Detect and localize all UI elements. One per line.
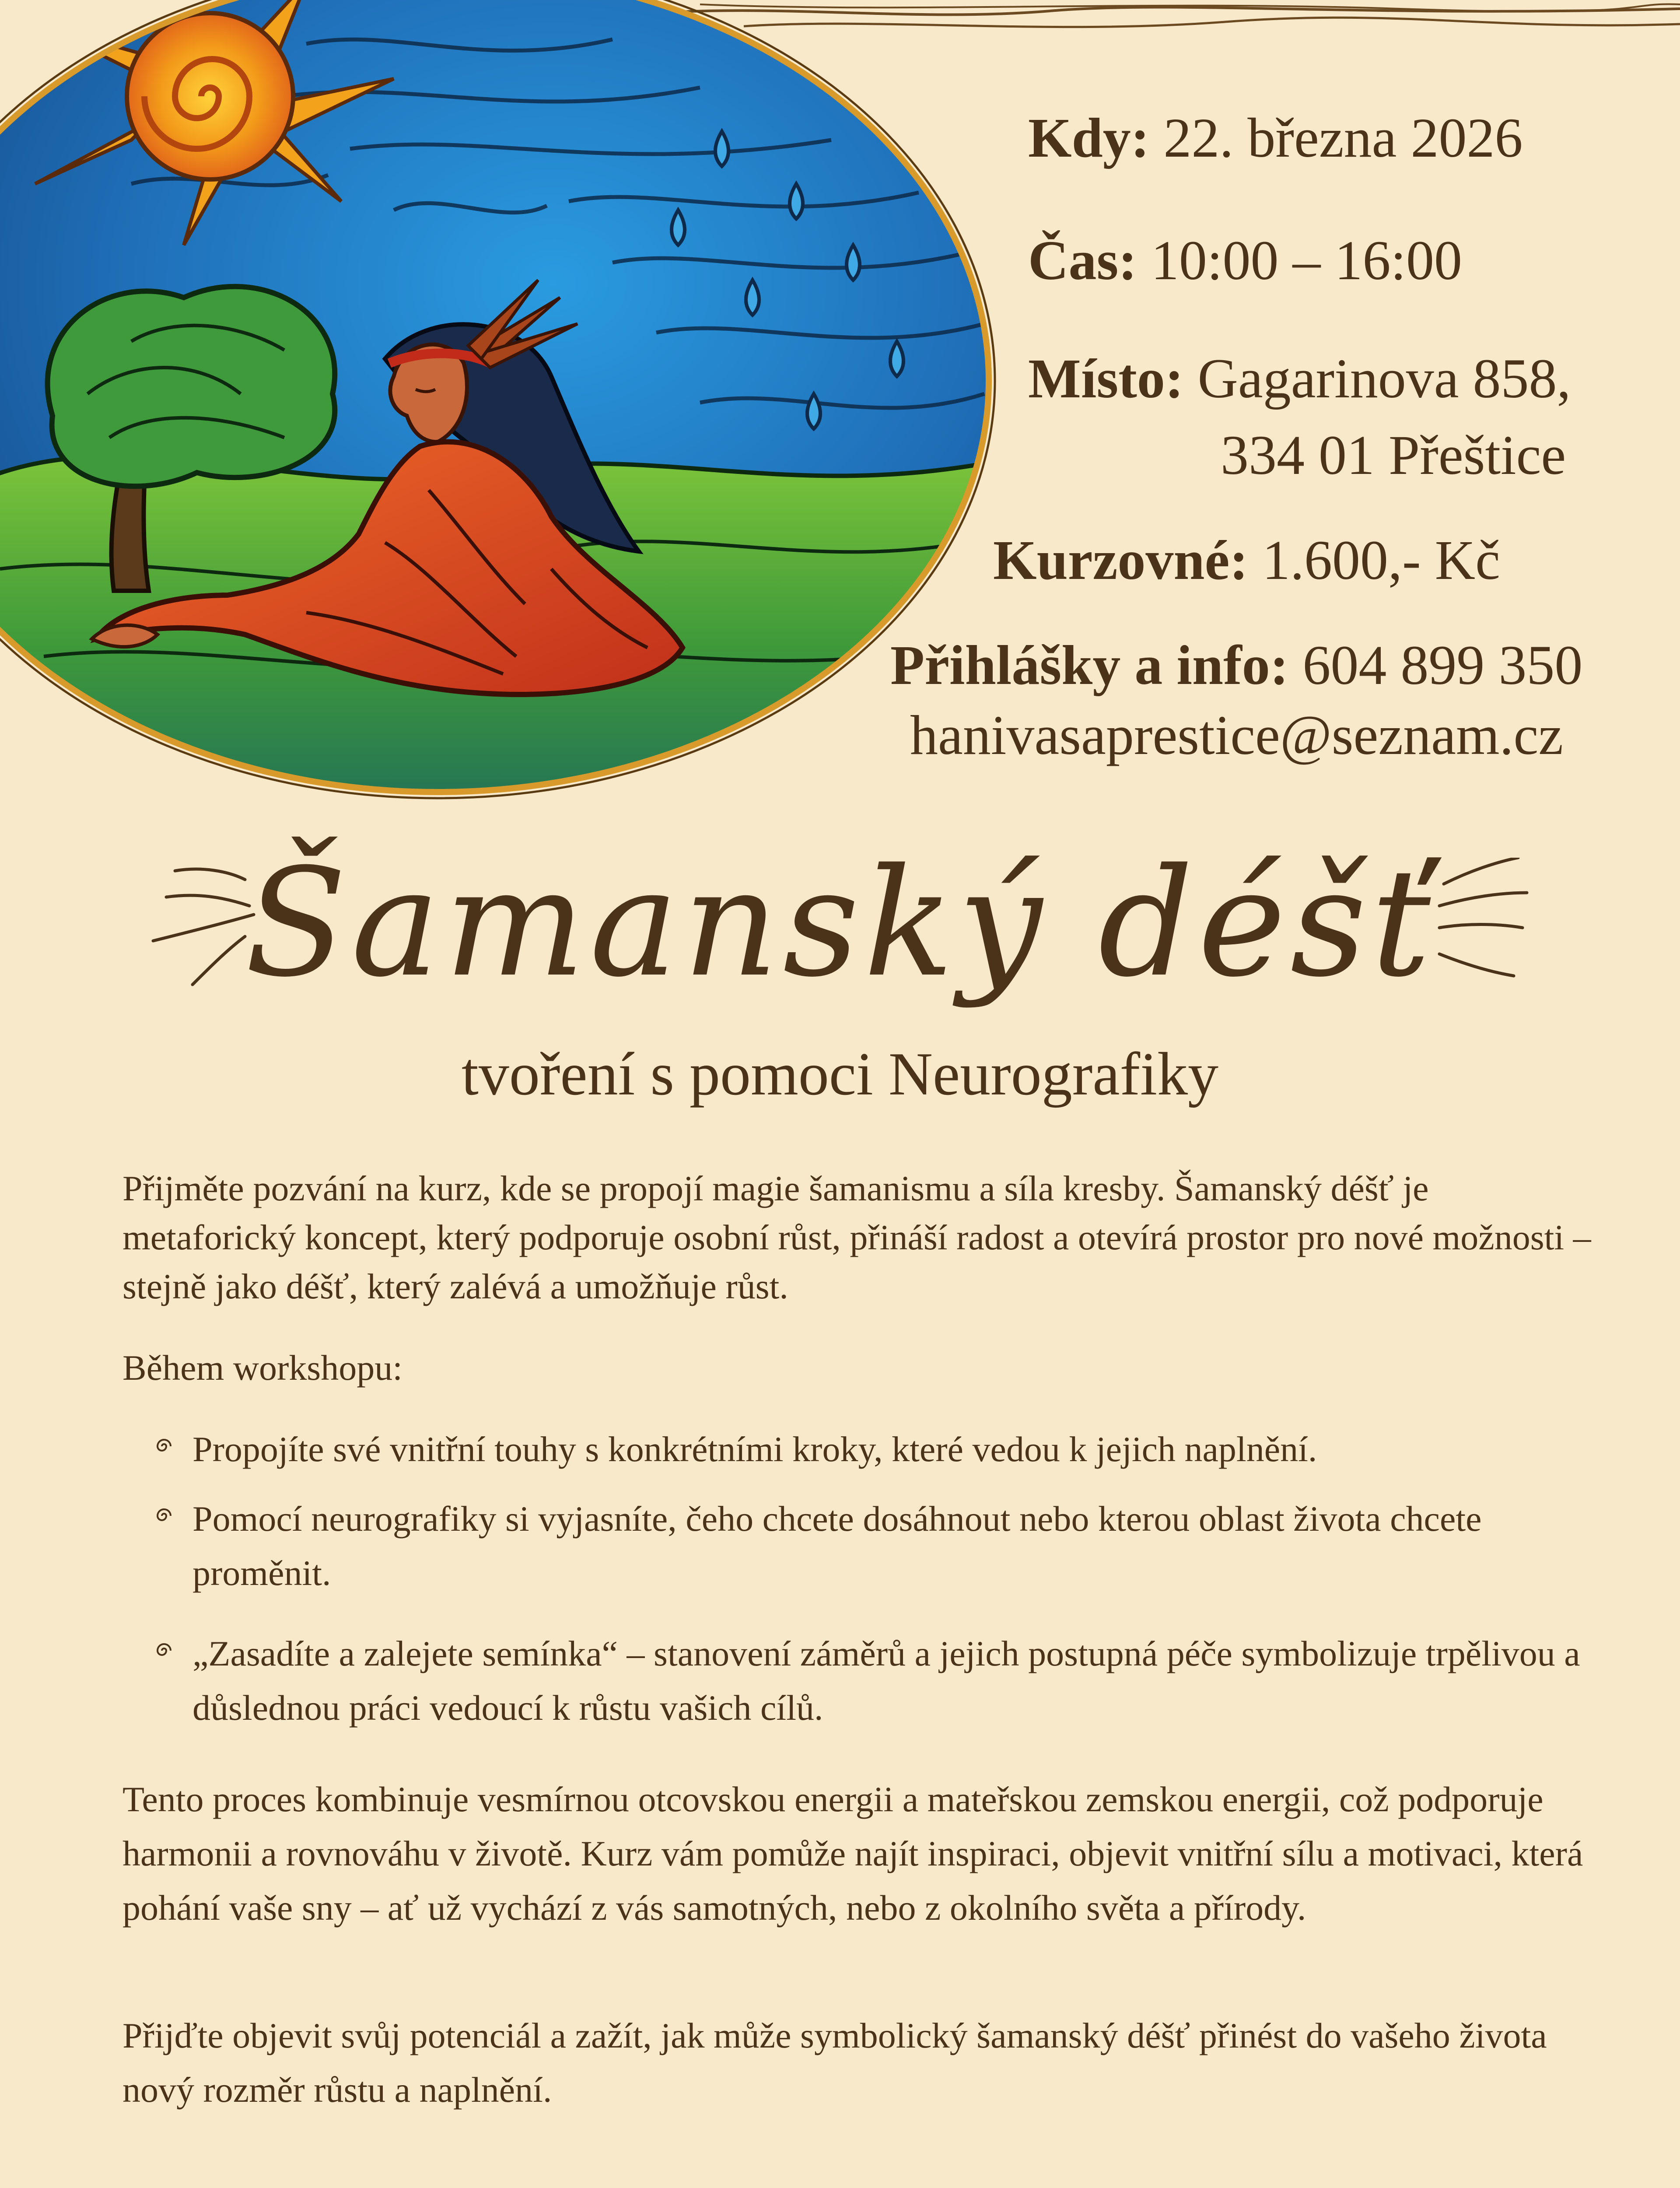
place-value-2: 334 01 Přeštice xyxy=(1221,424,1566,486)
fee-label: Kurzovné: xyxy=(993,529,1248,591)
paragraph-3: Přijďte objevit svůj potenciál a zažít, jak může symbolický šamanský déšť přinést do vašeho života nový rozměr růstu a naplnění. xyxy=(122,2016,1547,2110)
place-line-2 xyxy=(1221,422,1566,488)
intro-paragraph: Přijměte pozvání na kurz, kde se propojí magie šamanismu a síla kresby. Šamanský déšť je metaforický koncept, který podporuje osobní růst, přináší radost a otevírá prostor pro nové možnosti – stejně jako déšť, který zalévá a umožňuje růst. xyxy=(122,1168,1591,1306)
date-value: 22. března 2026 xyxy=(1163,107,1523,169)
page-title: Šamanský déšť xyxy=(245,837,1435,1010)
bullet-text-2: Pomocí neurografiky si vyjasníte, čeho chcete dosáhnout nebo kterou oblast života chcete proměnit. xyxy=(192,1499,1482,1593)
fee-line xyxy=(993,527,1500,593)
time-line xyxy=(1028,228,1462,293)
list-item xyxy=(192,1492,1592,1600)
subtitle: tvoření s pomoci Neurografiky xyxy=(461,1040,1219,1108)
place-line xyxy=(1028,346,1571,411)
spiral-bullet-icon xyxy=(153,1435,175,1457)
bullet-text-3: „Zasadíte a zalejete semínka“ – stanovení záměrů a jejich postupná péče symbolizuje trpělivou a důslednou práci vedoucí k růstu vašich cílů. xyxy=(192,1634,1580,1728)
bullet-text-1: Propojíte své vnitřní touhy s konkrétními kroky, které vedou k jejich naplnění. xyxy=(192,1429,1317,1469)
list-item xyxy=(192,1422,1592,1476)
paragraph-2: Tento proces kombinuje vesmírnou otcovskou energii a mateřskou zemskou energii, což podporuje harmonii a rovnováhu v životě. Kurz vám pomůže najít inspiraci, objevit vnitřní sílu a motivaci, která pohání vaše sny – ať už vychází z vás samotných, nebo z okolního světa a přírody. xyxy=(122,1779,1583,1928)
date-label: Kdy: xyxy=(1028,107,1150,169)
place-value-1: Gagarinova 858, xyxy=(1197,347,1571,410)
contact-label: Přihlášky a info: xyxy=(890,634,1289,696)
date-line xyxy=(1028,105,1522,171)
time-value: 10:00 – 16:00 xyxy=(1151,229,1462,291)
spiral-bullet-icon xyxy=(153,1505,175,1527)
title-block xyxy=(0,831,1680,1015)
fee-value: 1.600,- Kč xyxy=(1262,529,1500,591)
contact-email[interactable] xyxy=(910,702,1563,768)
swoosh-right-icon xyxy=(1426,858,1540,989)
list-item xyxy=(192,1627,1592,1735)
workshop-bullets xyxy=(192,1422,1592,1735)
contact-phone: 604 899 350 xyxy=(1302,634,1583,696)
place-label: Místo: xyxy=(1028,347,1184,410)
event-info xyxy=(0,0,1680,788)
time-label: Čas: xyxy=(1028,229,1137,291)
contact-line xyxy=(890,632,1582,698)
workshop-heading: Během workshopu: xyxy=(122,1348,402,1388)
contact-email-text: hanivasaprestice@seznam.cz xyxy=(910,704,1564,766)
spiral-bullet-icon xyxy=(153,1640,175,1662)
